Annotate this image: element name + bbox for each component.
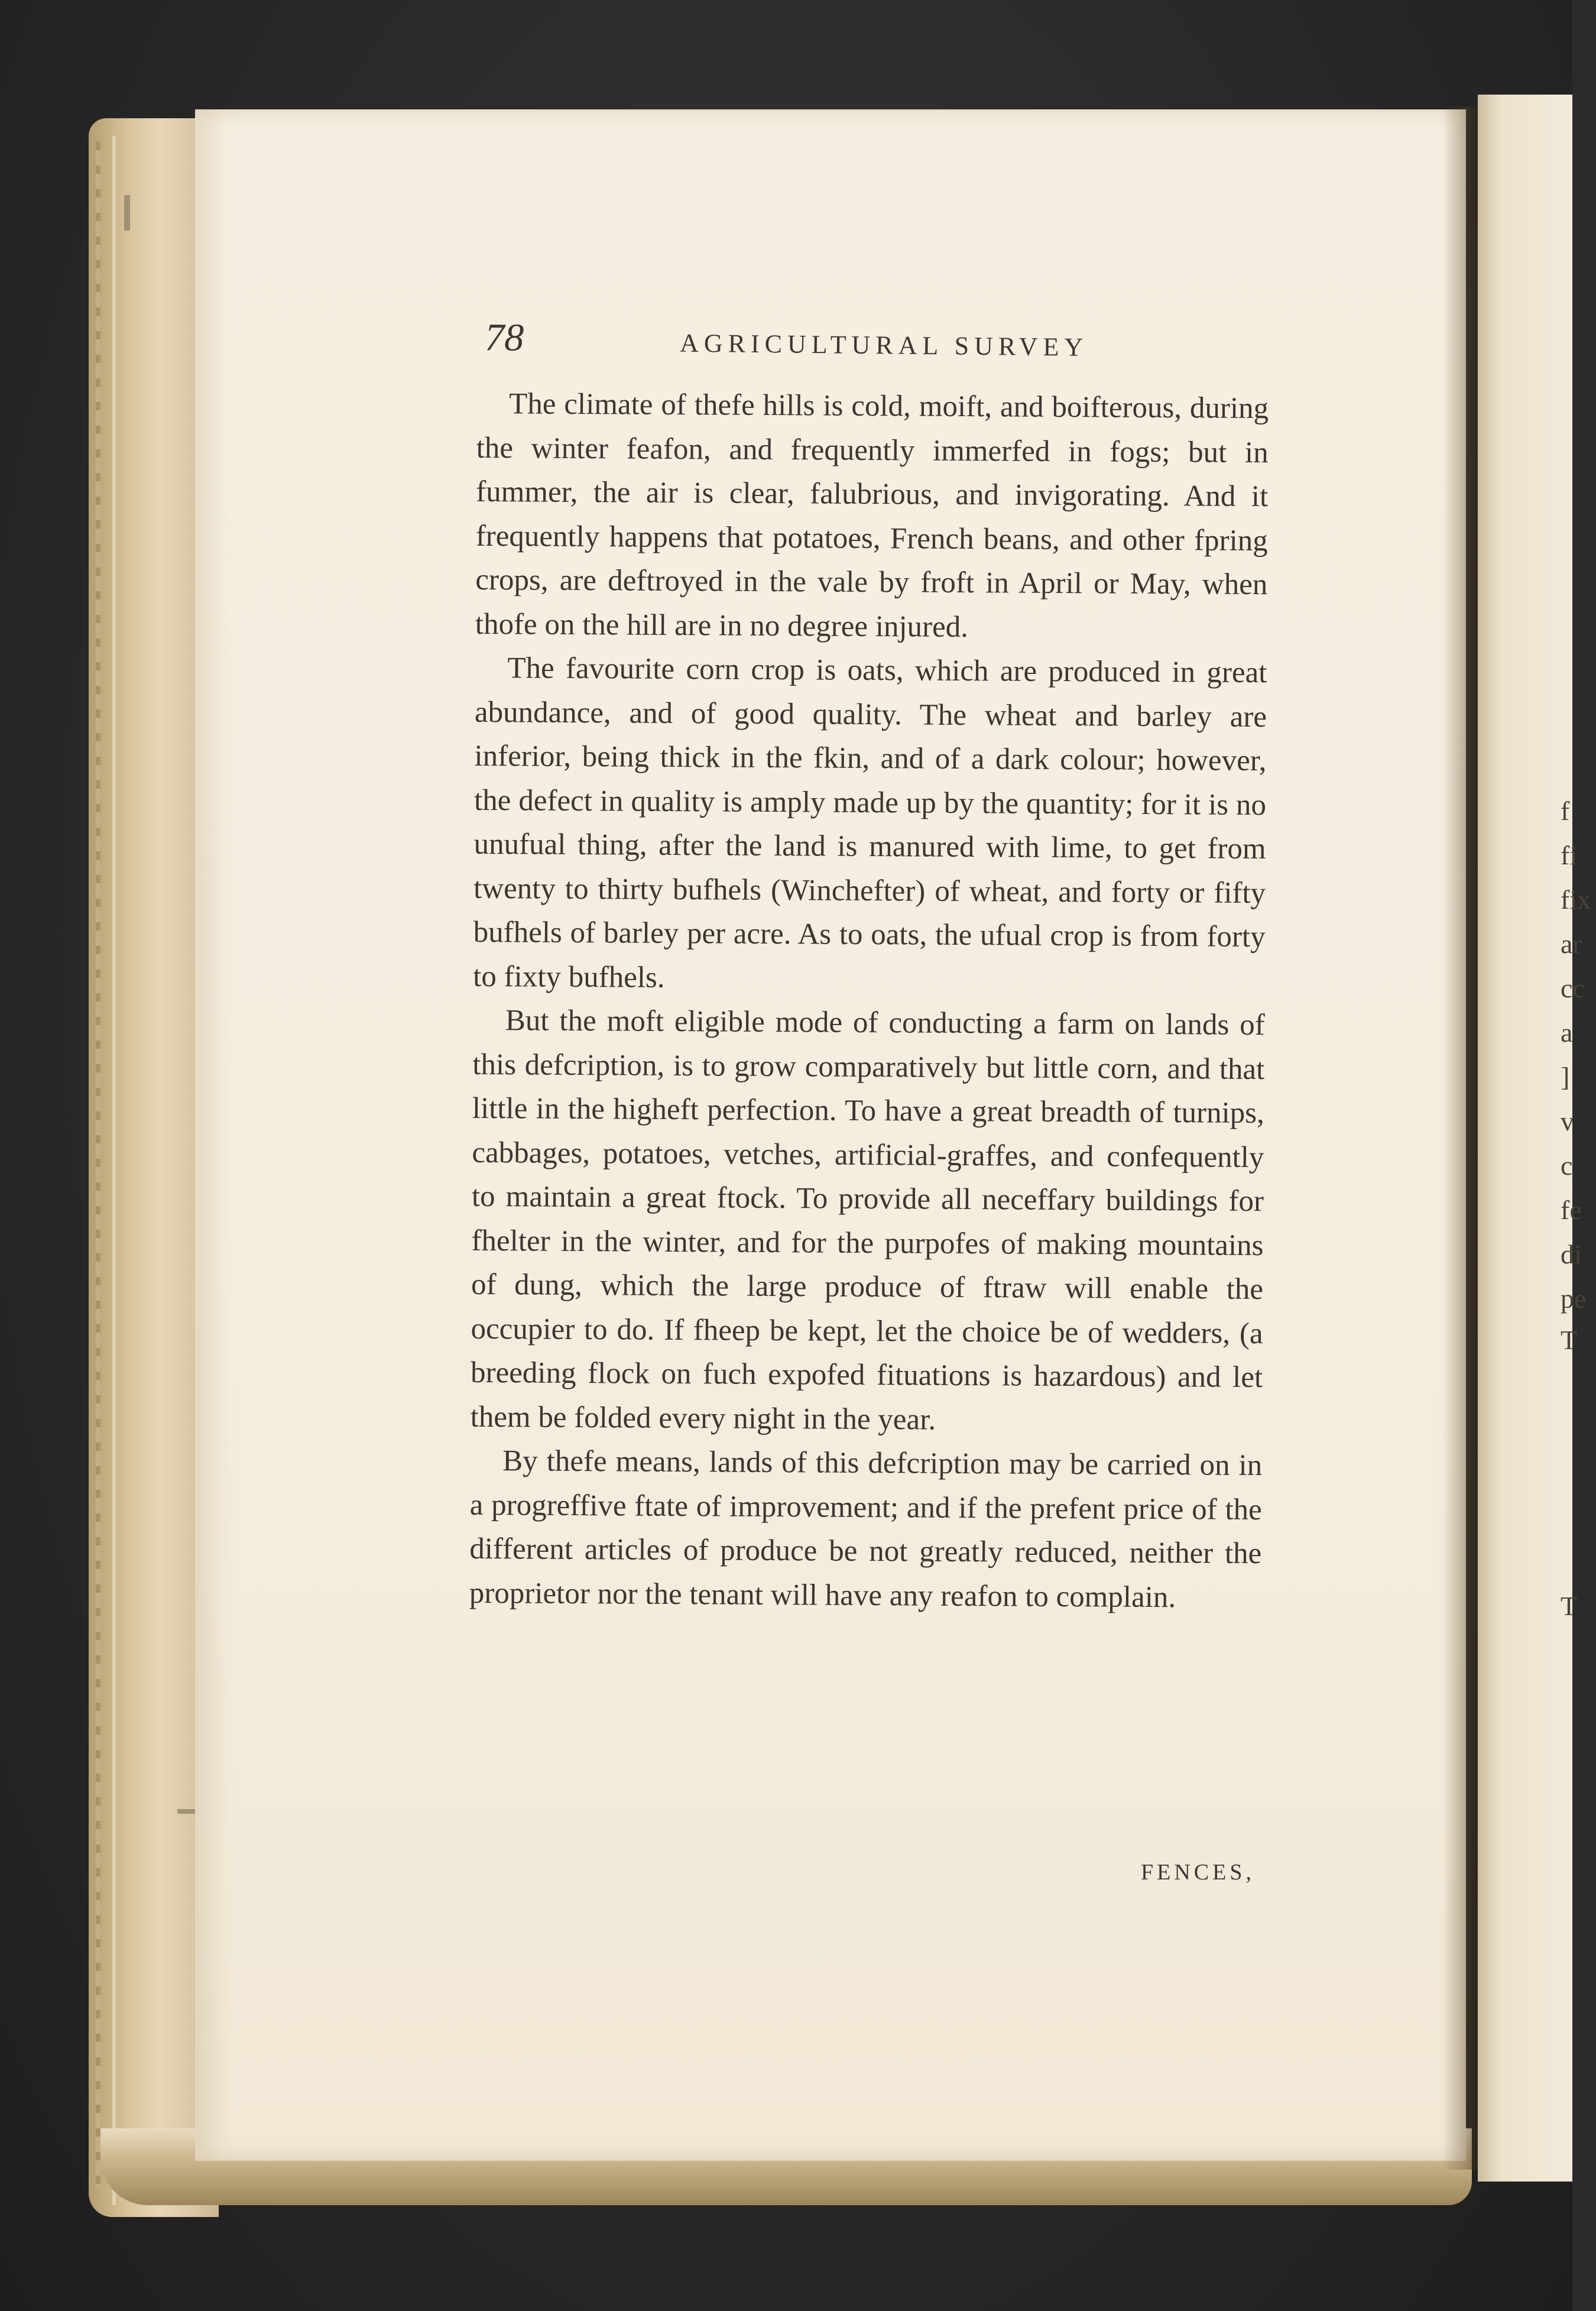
page-edge-mark [124, 195, 130, 231]
facing-page-fragment: pe [1561, 1283, 1587, 1314]
body-text [469, 382, 1269, 1620]
paragraph: The favourite corn crop is oats, which are produced in great abundance, and of good quality. The wheat and barley are inferior, being thick in the fkin, and of a dark colour; however, the defect in quality is amply made up by the quantity; for it is no unufual thing, after the land is manured with lime, to get from twenty to thirty bufhels (Winchefter) of wheat, and forty or fifty bufhels of barley per acre. As to oats, the ufual crop is from forty to fixty bufhels. [473, 652, 1267, 994]
facing-page-fragment: cc [1561, 973, 1585, 1003]
facing-page-fragment: T [1561, 1591, 1578, 1621]
facing-page-fragment: di [1561, 1239, 1582, 1269]
facing-page-fragment: c [1561, 1150, 1573, 1181]
page-header [472, 315, 1265, 388]
facing-page-fragment: fe [1561, 1195, 1582, 1225]
facing-page-fragment: a [1561, 1017, 1573, 1048]
paragraph: But the moft eligible mode of conducting a farm on lands of this defcription, is to grow comparatively but little corn, and that little in the higheft perfection. To have a great breadth of turnips, cabbages, potatoes, vetches, artificial-graffes, and confequently to maintain a great ftock. To provide all neceffary buildings for fhelter in the winter, and for the purpofes of making mountains of dung, which the large produce of ftraw will enable the occupier to do. If fheep be kept, let the choice be of wedders, (a breeding flock on fuch expofed fituations is hazardous) and let them be folded every night in the year. [470, 1004, 1265, 1437]
facing-page-fragment: fi [1561, 840, 1578, 870]
catchword: FENCES, [1141, 1860, 1255, 1885]
page-edge-mark [177, 1809, 195, 1814]
running-head: AGRICULTURAL SURVEY [679, 328, 1089, 362]
facing-page-fragment: f [1561, 796, 1570, 826]
facing-page [1478, 95, 1591, 2182]
facing-page-fragment: T [1561, 1325, 1578, 1355]
facing-page-fragment: ] [1561, 1062, 1570, 1092]
paragraph: The climate of thefe hills is cold, moift, and boifterous, during the winter feafon, and frequently immerfed in fogs; but in fummer, the air is clear, falubrious, and invigorating. And it frequently happens that potatoes, French beans, and other fpring crops, are deftroyed in the vale by froft in April or May, when thofe on the hill are in no degree injured. [475, 387, 1269, 644]
paragraph: By thefe means, lands of this defcription may be carried on in a progreffive ftate of improvement; and if the prefent price of the different articles of produce be not greatly reduced, neither the proprietor nor the tenant will have any reafon to complain. [469, 1444, 1263, 1614]
text-block [469, 316, 1269, 1885]
facing-page-fragment: v [1561, 1106, 1574, 1136]
page-number: 78 [484, 316, 524, 359]
facing-page-fragment: fix [1561, 884, 1591, 915]
facing-page-fragment: ar [1561, 929, 1582, 959]
